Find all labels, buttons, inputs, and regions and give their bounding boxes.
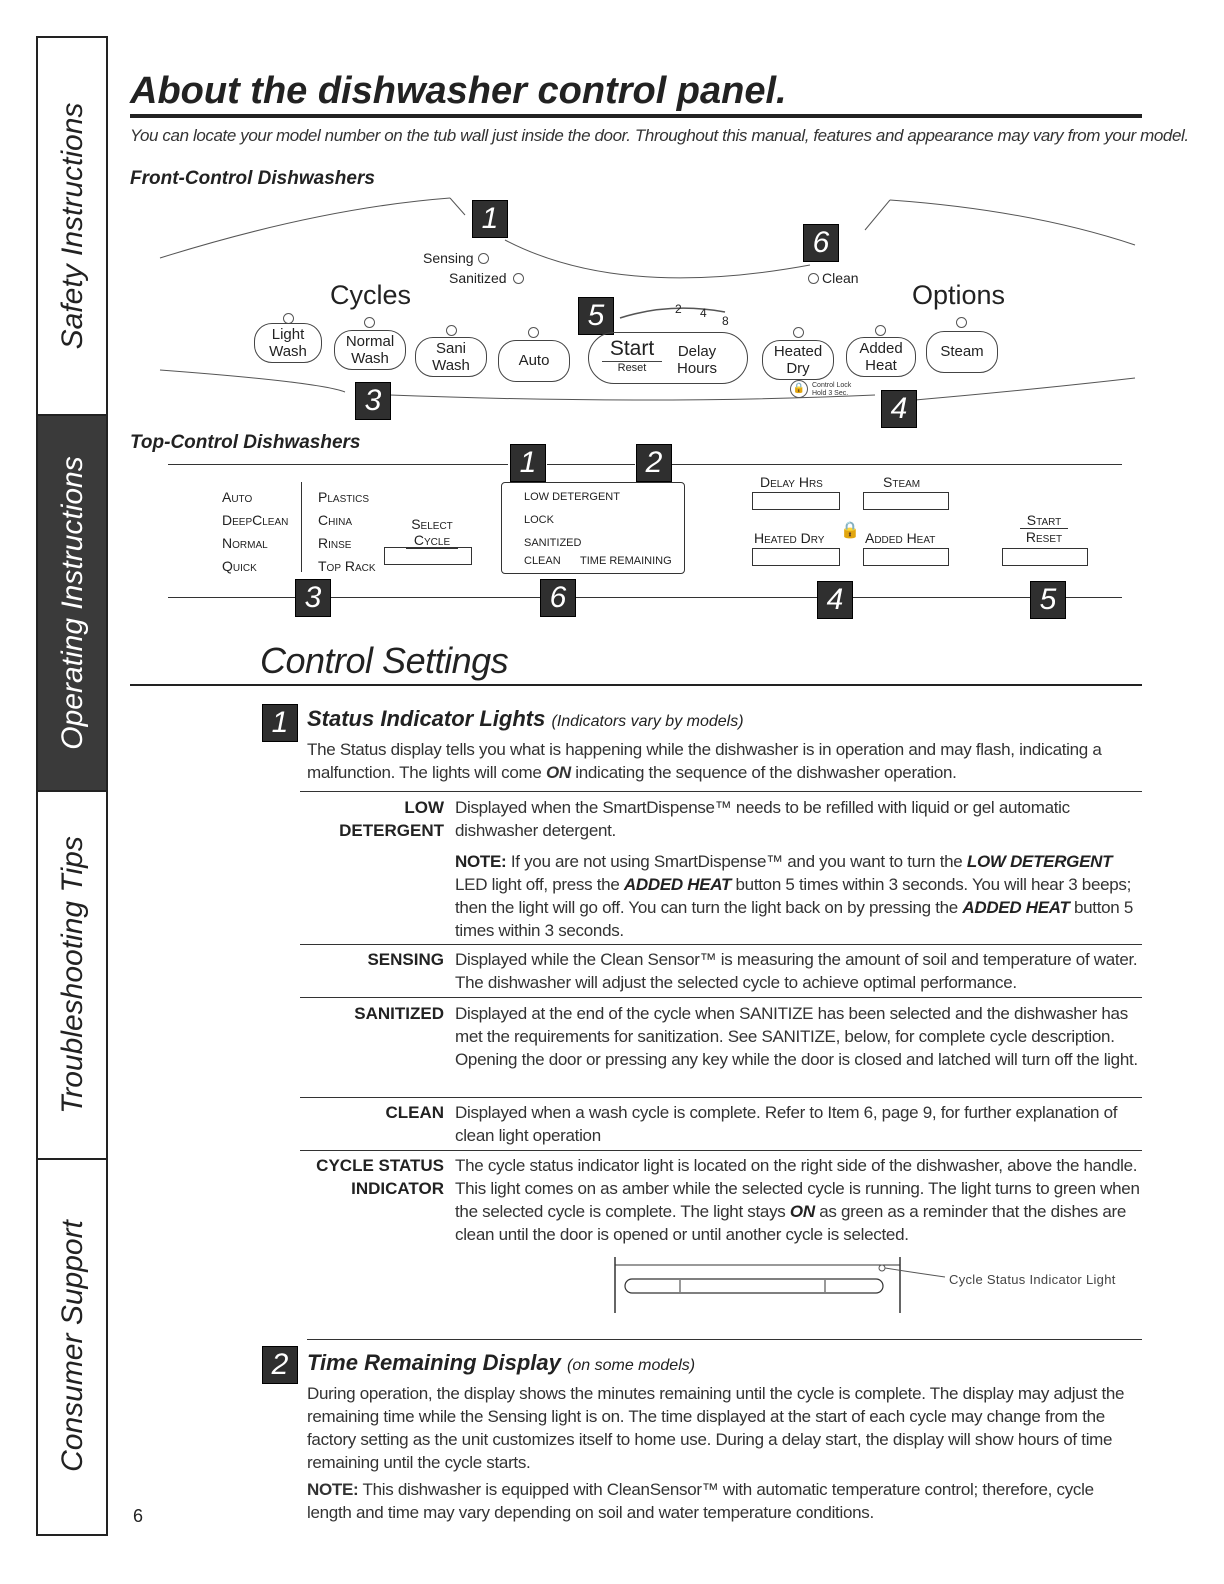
section-2-note-para [307,1478,1142,1524]
normal-wash-line2: Wash [351,350,389,367]
row-rule [300,1150,1142,1151]
heated-dry-line1: Heated [773,343,823,360]
note-text-2: LED light off, press the [455,875,624,894]
section-2-title-text: Time Remaining Display [307,1350,561,1375]
intro-on: ON [545,763,571,782]
start-label: Start [609,337,655,360]
tab-consumer-support[interactable] [38,1160,108,1532]
cycle-plastics: Plastics [318,489,370,505]
title-rule [130,114,1142,118]
select-line2: Cycle [406,532,458,549]
auto-button[interactable] [498,340,570,382]
cycle-def-on: ON [789,1202,815,1221]
status-time-remaining: TIME REMAINING [580,555,672,567]
note-text-4: button 5 times within 3 seconds. [455,898,1134,940]
page-number: 6 [133,1506,144,1526]
added-heat-line2: Heat [865,357,897,374]
cycle-normal: Normal [222,535,268,551]
tab-safety-instructions[interactable] [38,38,108,416]
control-lock-line2: Hold 3 Sec. [812,390,849,397]
row-rule [300,997,1142,998]
added-heat-button[interactable] [846,337,916,377]
def-cycle-status [455,1154,1140,1246]
added-heat-button-top[interactable] [863,548,949,566]
heated-dry-button[interactable] [762,340,834,380]
heated-dry-line2: Dry [786,360,810,377]
front-control-heading: Front-Control Dishwashers [130,168,375,189]
cycles-label: Cycles [330,280,412,310]
sani-wash-line2: Wash [432,357,470,374]
top-badge-6: 6 [540,579,576,617]
note-text-3: button 5 times within 3 seconds. You will hear 3 beeps; then the light will go off. You can turn the light back on by pressing the [455,875,1132,917]
steam-label-top: Steam [883,474,921,490]
tab-label: Safety Instructions [56,102,89,350]
front-badge-6: 6 [803,224,839,262]
note-bold-1: LOW DETERGENT [966,852,1113,871]
steam-button-top[interactable] [863,492,949,510]
top-badge-4: 4 [817,581,853,619]
intro-text-1: The Status display tells you what is happening while the dishwasher is in operation and may flash, indicating a malfunction. The lights will come [307,740,1102,782]
section-2-note: (on some models) [567,1357,696,1374]
added-heat-label-top: Added Heat [865,530,936,546]
heated-dry-label-top: Heated Dry [754,530,825,546]
control-settings-rule [130,684,1142,686]
select-cycle-label [406,516,458,549]
cycle-china: China [318,512,353,528]
intro-text-2: indicating the sequence of the dishwasher operation. [570,763,957,782]
start-reset-button-top[interactable] [1002,548,1088,566]
row-rule [300,1097,1142,1098]
cycle-list-2 [318,486,376,578]
top-panel-rule-right [672,464,1122,465]
note-text-1: If you are not using SmartDispense™ and you want to turn the [506,852,967,871]
dial-mark-2: 2 [675,302,682,316]
cycle-auto: Auto [222,489,253,505]
indicator-light [879,1265,885,1271]
auto-label: Auto [518,352,550,369]
section-1-title-text: Status Indicator Lights [307,706,546,731]
start-reset-label-top [1020,512,1068,545]
section-2-badge: 2 [262,1346,298,1384]
status-lines [524,486,620,555]
added-heat-line1: Added [859,340,903,357]
row-rule [300,944,1142,945]
select-cycle-button[interactable] [384,547,472,565]
cycle-list-1 [222,486,288,578]
control-lock-label [812,382,851,398]
heated-dry-button-top[interactable] [752,548,840,566]
status-sanitized: SANITIZED [524,537,582,549]
status-display [501,482,685,574]
cycle-def-text-1: The cycle status indicator light is located on the right side of the dishwasher, above the handle. This light comes on as amber while the selected cycle is running. The light turns to green when the selected cycle is complete. The light stays [455,1156,1140,1221]
front-badge-3: 3 [355,382,391,420]
top-control-heading: Top-Control Dishwashers [130,432,361,453]
front-badge-1: 1 [472,200,508,238]
section-1-title [307,706,744,732]
lock-icon: 🔒 [790,380,808,398]
sani-wash-led [446,325,457,336]
cycle-status-illustration [600,1255,960,1317]
note-bold-2: ADDED HEAT [623,875,732,894]
term-low-detergent: LOW DETERGENT [339,798,444,840]
dial-mark-8: 8 [722,314,729,328]
reset-label-top: Reset [1025,529,1063,545]
top-badge-2: 2 [636,444,672,482]
delay-hrs-button[interactable] [752,492,840,510]
top-badge-1: 1 [510,444,546,482]
note-bold-3: ADDED HEAT [962,898,1070,917]
status-low-detergent: LOW DETERGENT [524,491,620,503]
def-clean: Displayed when a wash cycle is complete. Refer to Item 6, page 9, for further explanation of clean light operation [455,1103,1118,1145]
sidebar-divider [106,36,108,1534]
control-lock-line1: Control Lock [812,382,852,389]
term-sensing: SENSING [367,950,444,969]
clean-label: Clean [822,270,859,286]
sidebar-tabs [36,36,108,1536]
section-2-rule [307,1339,1142,1340]
note-label: NOTE: [455,852,507,871]
section-2-note-label: NOTE: [307,1480,359,1499]
sanitized-label: Sanitized [449,270,507,286]
sensing-label: Sensing [423,250,474,266]
normal-wash-line1: Normal [345,333,395,350]
light-wash-button[interactable] [254,323,322,363]
section-1-note: (Indicators vary by models) [551,713,744,730]
top-panel-rule-mid [547,464,635,465]
front-badge-4: 4 [881,390,917,428]
cycle-rinse: Rinse [318,535,352,551]
section-2-title [307,1350,695,1376]
cycle-def-text-2: as green as a reminder that the dishes are clean until the door is opened or until another cycle is selected. [455,1202,1127,1244]
page-subtitle: You can locate your model number on the tub wall just inside the door. Throughout this manual, features and appearance may vary from your model. [130,126,1189,145]
sensing-led [478,253,489,264]
options-label: Options [912,280,1006,310]
row-rule [300,791,1142,792]
added-heat-led [875,325,886,336]
page-title: About the dishwasher control panel. [130,70,787,112]
term-sanitized: SANITIZED [354,1004,444,1023]
term-clean: CLEAN [385,1103,444,1122]
term-cycle-line1: CYCLE STATUS [316,1156,444,1175]
delay-hours-button[interactable] [672,343,722,377]
section-2-body: During operation, the display shows the minutes remaining until the cycle is complete. The display may adjust the remaining time while the Sensing light is on. The time displayed at the start of each cycle may change from the factory setting as the unit customizes itself to home use. During a delay start, the display will show hours of time remaining until the cycle starts. [307,1384,1125,1472]
def-sensing: Displayed while the Clean Sensor™ is measuring the amount of soil and temperature of water. The dishwasher will adjust the selected cycle to achieve optimal performance. [455,950,1138,992]
start-reset-button[interactable] [602,337,662,374]
sani-wash-button[interactable] [415,337,487,377]
front-badge-5: 5 [578,297,614,335]
heated-dry-led [793,327,804,338]
status-lock: LOCK [524,514,554,526]
cycle-quick: Quick [222,558,257,574]
normal-wash-button[interactable] [334,330,406,370]
top-badge-5: 5 [1030,581,1066,619]
delay-line1: Delay [677,343,717,360]
indicator-caption: Cycle Status Indicator Light [949,1272,1116,1287]
steam-led [956,317,967,328]
section-1-intro [307,738,1142,784]
tab-label: Consumer Support [56,1220,89,1472]
dial-mark-4: 4 [700,306,707,320]
def-sanitized: Displayed at the end of the cycle when SANITIZE has been selected and the dishwasher has met the requirements for sanitization. See SANITIZE, below, for complete cycle description. Opening the door or pressing any key while the door is closed and latched will turn off the light. [455,1004,1138,1069]
cycle-divider [301,482,302,572]
delay-hrs-label: Delay Hrs [760,474,823,490]
select-line1: Select [411,516,453,532]
lock-icon-top: 🔒 [840,522,860,539]
top-panel-rule-left [168,464,508,465]
top-badge-3: 3 [295,579,331,617]
delay-line2: Hours [676,360,717,377]
tab-label: Troubleshooting Tips [56,836,89,1114]
steam-label: Steam [940,343,984,360]
term-cycle-line2: INDICATOR [351,1179,444,1198]
reset-label: Reset [602,361,662,374]
light-wash-line1: Light [271,326,305,343]
start-label-top: Start [1020,512,1068,529]
cycle-deepclean: DeepClean [222,512,289,528]
clean-led [808,273,819,284]
def-low-detergent: Displayed when the SmartDispense™ needs to be refilled with liquid or gel automatic dishwasher detergent. [455,798,1070,840]
control-settings-title: Control Settings [260,640,509,681]
delay-dial-arc [620,308,725,318]
door-handle [625,1279,883,1293]
normal-wash-led [364,317,375,328]
light-wash-line2: Wash [269,343,307,360]
tab-operating-instructions[interactable] [38,416,108,792]
cycle-top-rack: Top Rack [318,558,376,574]
auto-led [528,327,539,338]
tab-label: Operating Instructions [56,456,89,750]
status-clean: CLEAN [524,555,561,567]
note-low-detergent [455,850,1140,942]
section-2-note-body: This dishwasher is equipped with CleanSensor™ with automatic temperature control; therefore, cycle length and time may vary depending on soil and water temperature conditions. [307,1480,1094,1522]
section-1-badge: 1 [262,704,298,742]
sanitized-led [513,273,524,284]
term-cycle-status [302,1154,444,1200]
tab-troubleshooting-tips[interactable] [38,792,108,1160]
steam-button[interactable] [926,331,998,373]
sani-wash-line1: Sani [435,340,467,357]
